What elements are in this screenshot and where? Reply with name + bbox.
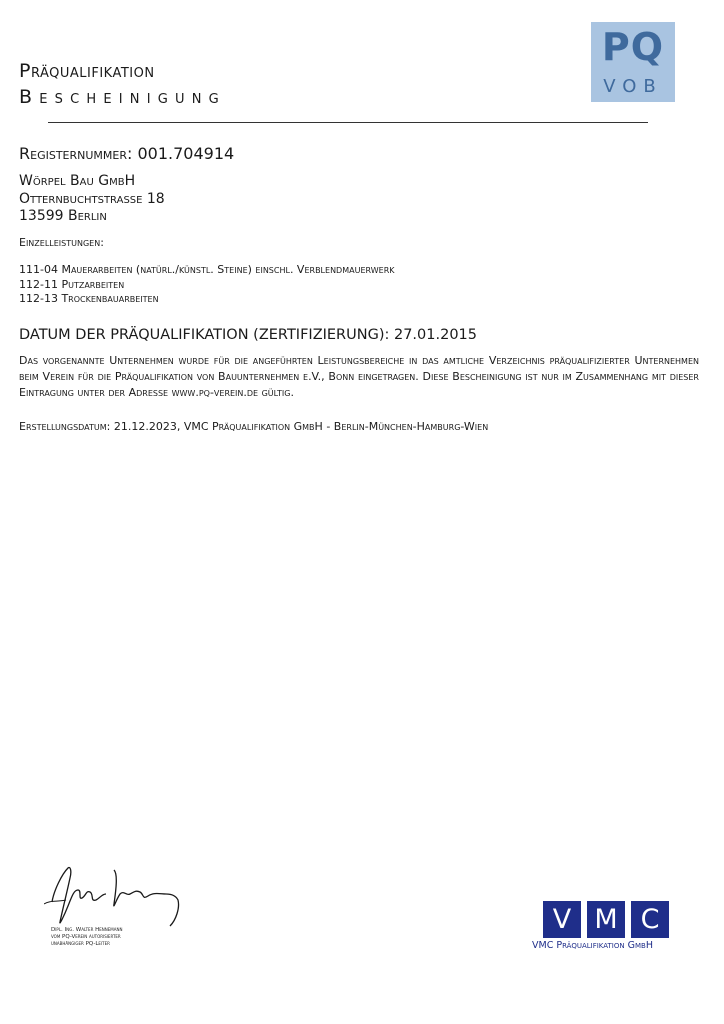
registration-value: 001.704914: [137, 144, 235, 163]
service-item: 112-11 Putzarbeiten: [19, 278, 125, 291]
pq-logo-sub: VOB: [603, 76, 663, 97]
signature-role: vom PQ-Verein autorisierter: [51, 934, 121, 940]
certification-paragraph: Das vorgenannte Unternehmen wurde für die angeführten Leistungsbereiche in das amtliche Verzeichnis präqualifizierter Unternehmen beim Verein für die Präqualifikation von Bauunternehmen e.V., Bonn eingetragen. Diese Bescheinigung ist nur im Zusammenhang mit dieser Eintragung unter der Adresse www.pq-verein.de gültig.: [19, 354, 699, 399]
service-item: 111-04 Mauerarbeiten (natürl./künstl. Steine) einschl. Verblendmauerwerk: [19, 263, 395, 276]
vmc-logo-caption: VMC Präqualifikation GmbH: [532, 940, 653, 951]
pq-vob-logo: [591, 22, 675, 102]
header-divider: [48, 122, 648, 123]
company-name: Wörpel Bau GmbH: [19, 173, 136, 189]
handwritten-signature: [44, 860, 184, 930]
vmc-logo-letter: V: [543, 901, 581, 938]
creation-date: Erstellungsdatum: 21.12.2023, VMC Präqualifikation GmbH - Berlin-München-Hamburg-Wien: [19, 420, 489, 433]
document-title: Präqualifikation: [19, 60, 155, 82]
document-subtitle: Bescheinigung: [19, 86, 226, 108]
certification-date-heading: DATUM DER PRÄQUALIFIKATION (ZERTIFIZIERUNG): 27.01.2015: [19, 327, 478, 343]
signature-role-2: unabhängiger PQ-Leiter: [51, 941, 110, 947]
services-heading: Einzelleistungen:: [19, 236, 104, 249]
signature-caption: [51, 927, 122, 948]
service-item: 112-13 Trockenbauarbeiten: [19, 292, 159, 305]
vmc-logo-letter: C: [631, 901, 669, 938]
pq-logo-letters: PQ: [601, 25, 665, 69]
registration-number: [19, 144, 234, 163]
registration-label: Registernummer:: [19, 144, 133, 163]
company-street: Otternbuchtstrasse 18: [19, 191, 165, 207]
company-city: 13599 Berlin: [19, 208, 107, 224]
signature-name: Dipl. Ing. Walter Hennemann: [51, 927, 123, 933]
vmc-logo-letter: M: [587, 901, 625, 938]
